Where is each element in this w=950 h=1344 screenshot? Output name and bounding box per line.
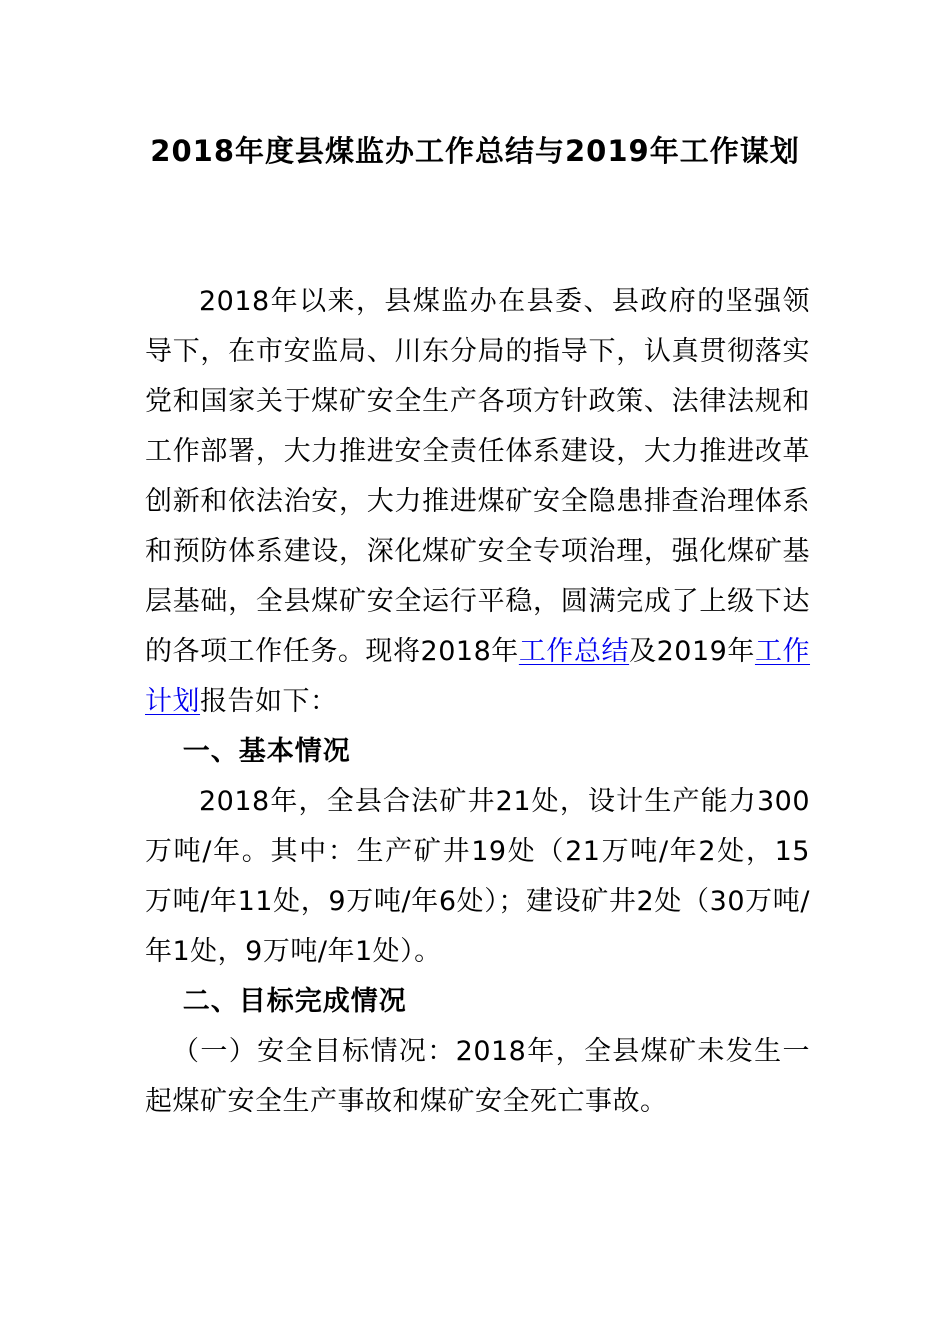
- work-plan-link[interactable]: 工作计划: [145, 636, 811, 717]
- document-title: 2018年度县煤监办工作总结与2019年工作谋划: [150, 134, 800, 168]
- intro-text-middle: 及2019年: [629, 636, 755, 667]
- work-summary-link[interactable]: 工作总结: [518, 636, 630, 667]
- section-heading-basic-situation: 一、基本情况: [182, 736, 351, 767]
- section-heading-goal-completion: 二、目标完成情况: [182, 986, 407, 1017]
- intro-text-end: 报告如下：: [200, 686, 338, 717]
- safety-goal-paragraph: （一）安全目标情况：2018年，全县煤矿未发生一起煤矿安全生产事故和煤矿安全死亡事故。: [145, 1036, 810, 1117]
- document-body: [145, 277, 810, 1127]
- intro-text-start: 2018年以来，县煤监办在县委、县政府的坚强领导下，在市安监局、川东分局的指导下，认真贯彻落实党和国家关于煤矿安全生产各项方针政策、法律法规和工作部署，大力推进安全责任体系建设，大力推进改革创新和依法治安，大力推进煤矿安全隐患排查治理体系和预防体系建设，深化煤矿安全专项治理，强化煤矿基层基础，全县煤矿安全运行平稳，圆满完成了上级下达的各项工作任务。现将2018年: [145, 286, 810, 667]
- basic-situation-paragraph: 2018年，全县合法矿井21处，设计生产能力300万吨/年。其中：生产矿井19处（21万吨/年2处，15万吨/年11处，9万吨/年6处）；建设矿井2处（30万吨/年1处，9万吨/年1处）。: [145, 786, 810, 967]
- intro-paragraph: [145, 277, 810, 727]
